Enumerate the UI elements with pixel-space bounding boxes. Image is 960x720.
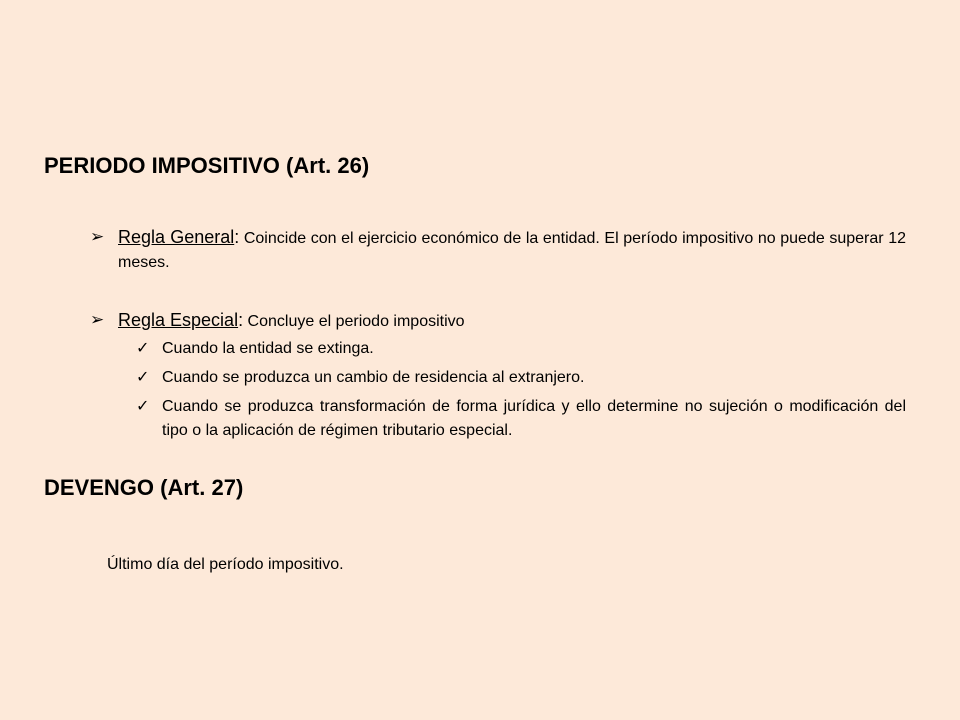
list-item xyxy=(136,337,906,361)
conditions-list xyxy=(136,337,906,448)
arrow-bullet-icon: ➢ xyxy=(90,310,105,329)
rule-especial xyxy=(90,308,906,334)
condition-text: Cuando la entidad se extinga. xyxy=(162,340,374,357)
heading-main: PERIODO IMPOSITIVO xyxy=(44,153,280,178)
rule-general-text-block xyxy=(118,225,906,275)
list-item xyxy=(136,366,906,390)
heading-article-ref: (Art. 26) xyxy=(286,153,370,178)
rule-colon: : xyxy=(238,310,244,330)
heading-devengo xyxy=(44,475,243,501)
arrow-bullet-icon: ➢ xyxy=(90,227,105,246)
heading-article-ref: (Art. 27) xyxy=(160,475,244,500)
rule-general xyxy=(90,225,906,275)
rule-especial-text-block xyxy=(118,308,906,334)
rule-general-title: Regla General xyxy=(118,227,235,247)
rule-general-text: Coincide con el ejercicio económico de la entidad. El período impositivo no puede superar 12 meses. xyxy=(118,230,906,271)
heading-periodo-impositivo xyxy=(44,153,369,179)
rule-especial-title: Regla Especial xyxy=(118,310,239,330)
checkmark-icon: ✓ xyxy=(136,369,150,386)
condition-text: Cuando se produzca un cambio de residencia al extranjero. xyxy=(162,369,585,386)
checkmark-icon: ✓ xyxy=(136,340,150,357)
heading-main: DEVENGO xyxy=(44,475,155,500)
list-item xyxy=(136,395,906,443)
condition-text: Cuando se produzca transformación de forma jurídica y ello determine no sujeción o modificación del tipo o la aplicación de régimen tributario especial. xyxy=(162,398,906,439)
checkmark-icon: ✓ xyxy=(136,398,150,415)
devengo-text: Último día del período impositivo. xyxy=(107,556,344,573)
rule-colon: : xyxy=(234,227,240,247)
rule-especial-text: Concluye el periodo impositivo xyxy=(243,313,465,330)
